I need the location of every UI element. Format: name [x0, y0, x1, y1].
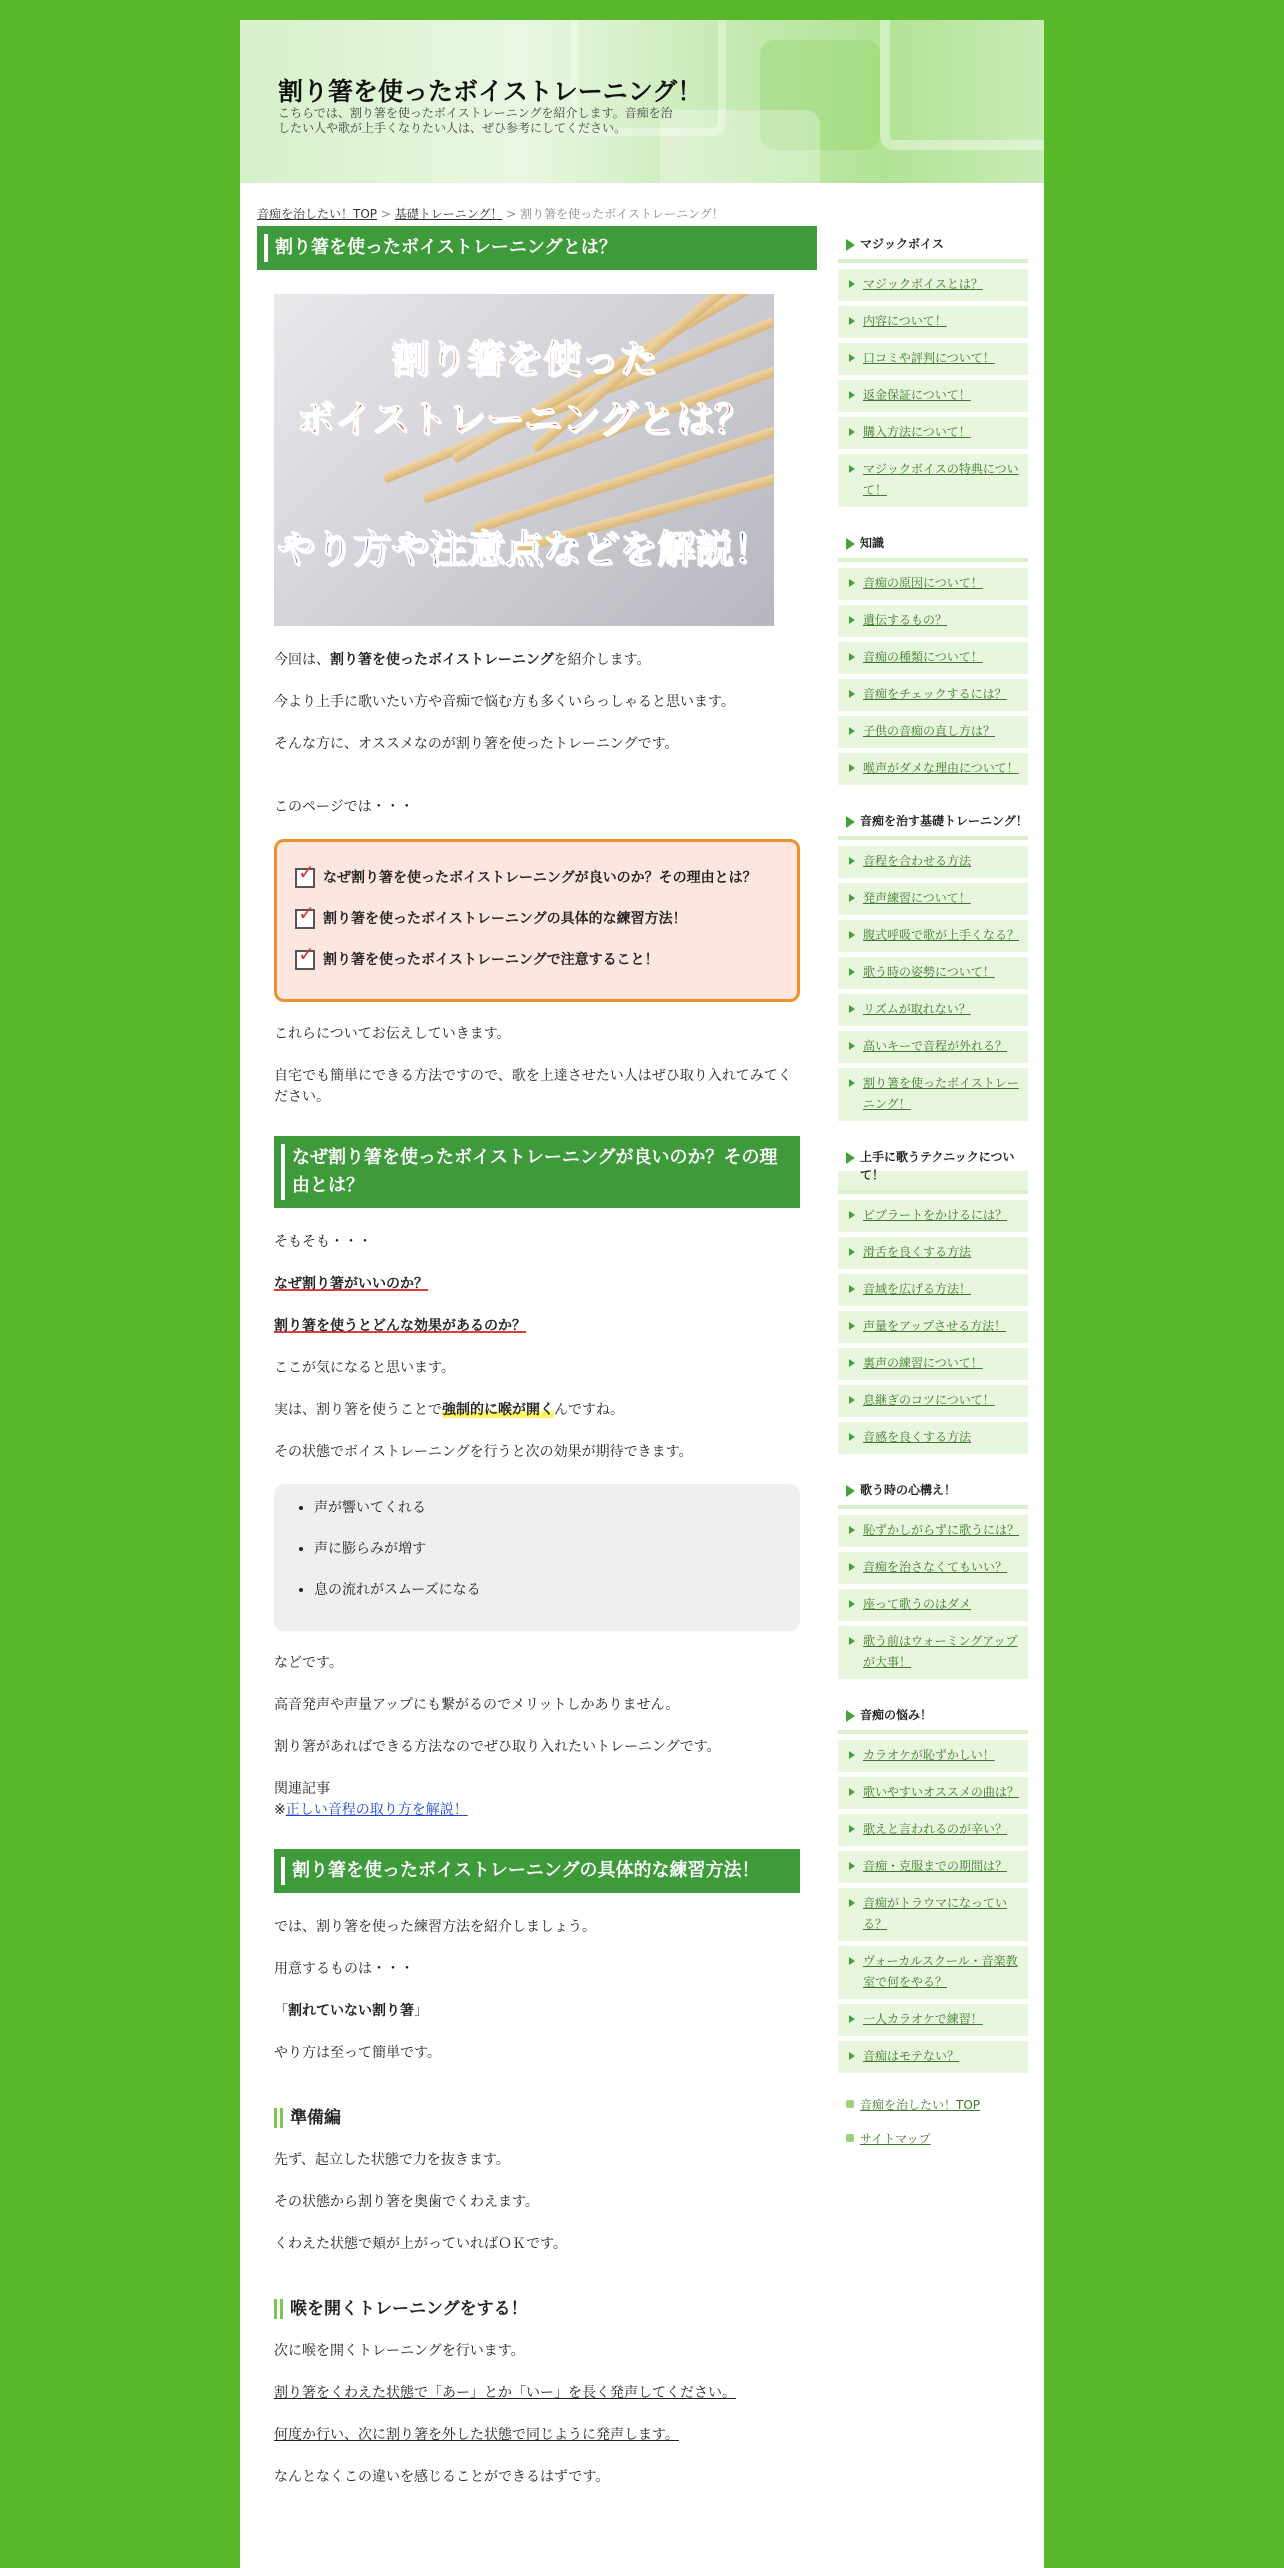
sidebar-item[interactable]: 座って歌うのはダメ [838, 1589, 1028, 1621]
sidebar-item[interactable]: 音痴はモテない？ [838, 2041, 1028, 2073]
site-header [240, 20, 1044, 183]
sidebar-item[interactable]: 音痴・克服までの期間は？ [838, 1851, 1028, 1883]
sidebar-divider [838, 1730, 1028, 1734]
sidebar-divider [838, 1505, 1028, 1509]
header-decoration [660, 110, 820, 183]
intro-bold-text: 割り箸を使ったボイストレーニング [330, 652, 554, 668]
page-container [240, 20, 1044, 2568]
paragraph [274, 2383, 800, 2404]
sidebar-item[interactable]: 音痴の原因について！ [838, 568, 1028, 600]
intro-paragraph [274, 650, 800, 671]
sidebar-item[interactable]: 声量をアップさせる方法！ [838, 1311, 1028, 1343]
sidebar-item[interactable]: 一人カラオケで練習！ [838, 2004, 1028, 2036]
sidebar-group [838, 1476, 1028, 1679]
sidebar-item[interactable]: 遺伝するもの？ [838, 605, 1028, 637]
sidebar-item[interactable]: 腹式呼吸で歌が上手くなる？ [838, 920, 1028, 952]
article-heading: 割り箸を使ったボイストレーニングとは？ [257, 226, 817, 270]
checklist-item-text: 割り箸を使ったボイストレーニングの具体的な練習方法！ [323, 911, 687, 927]
sidebar-group-title: 音痴の悩み！ [838, 1701, 1028, 1730]
underlined-text: 何度か行い、次に割り箸を外した状態で同じように発声します。 [274, 2427, 679, 2443]
sidebar-item[interactable]: 音感を良くする方法 [838, 1422, 1028, 1454]
sidebar-item[interactable]: 音痴をチェックするには？ [838, 679, 1028, 711]
breadcrumb-category-link[interactable]: 基礎トレーニング！ [394, 207, 503, 221]
sidebar-item[interactable]: 歌いやすいオススメの曲は？ [838, 1777, 1028, 1809]
sidebar-item[interactable]: マジックボイスとは？ [838, 269, 1028, 301]
sidebar-item[interactable]: ビブラートをかけるには？ [838, 1200, 1028, 1232]
paragraph: 割り箸があればできる方法なのでぜひ取り入れたいトレーニングです。 [274, 1739, 721, 1755]
sidebar-item[interactable]: 喉声がダメな理由について！ [838, 753, 1028, 785]
question-text [274, 1274, 800, 1295]
sidebar-link-top[interactable]: 音痴を治したい！TOP [838, 2095, 1028, 2115]
sidebar-item[interactable]: 息継ぎのコツについて！ [838, 1385, 1028, 1417]
related-label: 関連記事 [274, 1781, 330, 1797]
header-decoration [880, 20, 1044, 150]
checklist-item [295, 950, 779, 970]
paragraph: などです。 [274, 1655, 343, 1671]
list-item: • 声が響いてくれる [314, 1498, 784, 1518]
sidebar-item[interactable]: 歌う時の姿勢について！ [838, 957, 1028, 989]
effects-list [314, 1498, 784, 1600]
paragraph: 用意するものは・・・ [274, 1961, 414, 1977]
underlined-question: なぜ割り箸がいいのか？ [274, 1276, 428, 1292]
intro-text: を紹介します。 [553, 652, 651, 668]
checklist-item [295, 909, 779, 929]
sidebar-item[interactable]: ヴォーカルスクール・音楽教室で何をやる？ [838, 1946, 1028, 1999]
sidebar-divider [838, 558, 1028, 562]
sidebar-item[interactable]: 音域を広げる方法！ [838, 1274, 1028, 1306]
paragraph-text: 」 [414, 2003, 428, 2019]
paragraph [274, 2001, 800, 2022]
related-article-link[interactable]: 正しい音程の取り方を解説！ [285, 1802, 468, 1818]
paragraph: ここが気になると思います。 [274, 1360, 455, 1376]
paragraph: では、割り箸を使った練習方法を紹介しましょう。 [274, 1919, 596, 1935]
paragraph: 今より上手に歌いたい方や音痴で悩む方も多くいらっしゃると思います。 [274, 694, 735, 710]
subheading-training: 喉を開くトレーニングをする！ [274, 2297, 800, 2321]
breadcrumb-home-link[interactable]: 音痴を治したい！TOP [257, 207, 378, 221]
list-item: • 声に膨らみが増す [314, 1539, 784, 1559]
paragraph: なんとなくこの違いを感じることができるはずです。 [274, 2469, 610, 2485]
sidebar-group [838, 1701, 1028, 2073]
section-heading-reason: なぜ割り箸を使ったボイストレーニングが良いのか？その理由とは？ [274, 1136, 800, 1208]
paragraph: 次に喉を開くトレーニングを行います。 [274, 2343, 525, 2359]
paragraph: そもそも・・・ [274, 1234, 372, 1250]
checkmark-icon [295, 909, 315, 929]
sidebar-divider [838, 836, 1028, 840]
sidebar-group-title: 知識 [838, 529, 1028, 558]
sidebar-item[interactable]: 口コミや評判について！ [838, 343, 1028, 375]
paragraph: 高音発声や声量アップにも繋がるのでメリットしかありません。 [274, 1697, 680, 1713]
breadcrumb [257, 205, 724, 222]
subheading-preparation: 準備編 [274, 2106, 800, 2130]
site-title[interactable]: 割り箸を使ったボイストレーニング！ [278, 77, 703, 106]
sidebar-item[interactable]: 滑舌を良くする方法 [838, 1237, 1028, 1269]
checkmark-icon [295, 950, 315, 970]
checklist-box [274, 839, 800, 1002]
hero-text-line1: 割り箸を使った [390, 337, 657, 381]
sidebar-item[interactable]: 歌えと言われるのが辛い？ [838, 1814, 1028, 1846]
breadcrumb-separator: > [377, 207, 395, 221]
paragraph [274, 1400, 800, 1421]
checklist-item-text: なぜ割り箸を使ったボイストレーニングが良いのか？その理由とは？ [323, 870, 757, 886]
sidebar-item[interactable]: 音痴を治さなくてもいい？ [838, 1552, 1028, 1584]
sidebar-group-title: 音痴を治す基礎トレーニング！ [838, 807, 1028, 836]
paragraph: くわえた状態で頬が上がっていればＯＫです。 [274, 2236, 567, 2252]
sidebar-item[interactable]: 返金保証について！ [838, 380, 1028, 412]
effects-box [274, 1484, 800, 1631]
intro-text: 今回は、 [274, 652, 330, 668]
sidebar-item[interactable]: マジックボイスの特典について！ [838, 454, 1028, 507]
sidebar-item[interactable]: 音程を合わせる方法 [838, 846, 1028, 878]
sidebar-group-title: 歌う時の心構え！ [838, 1476, 1028, 1505]
underlined-question: 割り箸を使うとどんな効果があるのか？ [274, 1318, 526, 1334]
sidebar-item[interactable]: 内容について！ [838, 306, 1028, 338]
sidebar-group [838, 807, 1028, 1121]
paragraph: そんな方に、オススメなのが割り箸を使ったトレーニングです。 [274, 736, 679, 752]
paragraph: 自宅でも簡単にできる方法ですので、歌を上達させたい人はぜひ取り入れてみてください。 [274, 1068, 792, 1105]
bold-text: 割れていない割り箸 [288, 2003, 414, 2019]
sidebar-item[interactable]: 発声練習について！ [838, 883, 1028, 915]
sidebar-item[interactable]: 購入方法について！ [838, 417, 1028, 449]
sidebar-item[interactable]: リズムが取れない？ [838, 994, 1028, 1026]
site-description: こちらでは、割り箸を使ったボイストレーニングを紹介します。音痴を治したい人や歌が上手くなりたい人は、ぜひ参考にしてください。 [278, 106, 673, 135]
sidebar-divider [838, 1190, 1028, 1194]
sidebar-group [838, 1143, 1028, 1454]
related-prefix: ※ [274, 1802, 286, 1818]
paragraph-text: 「 [274, 2003, 288, 2019]
sidebar-item[interactable]: 音痴の種類について！ [838, 642, 1028, 674]
question-text [274, 1316, 800, 1337]
sidebar-group-title: 上手に歌うテクニックについて！ [838, 1143, 1028, 1190]
sidebar-group [838, 529, 1028, 785]
section-heading-method: 割り箸を使ったボイストレーニングの具体的な練習方法！ [274, 1849, 800, 1893]
hero-text-line2: ボイストレーニングとは？ [296, 397, 752, 441]
sidebar-item[interactable]: カラオケが恥ずかしい！ [838, 1740, 1028, 1772]
sidebar-link-sitemap[interactable]: サイトマップ [838, 2129, 1028, 2149]
sidebar [838, 230, 1028, 2163]
paragraph-text: んですね。 [554, 1402, 624, 1418]
sidebar-divider [838, 259, 1028, 263]
sidebar-item[interactable]: 音痴がトラウマになっている？ [838, 1888, 1028, 1941]
sidebar-group [838, 230, 1028, 507]
highlighted-text: 強制的に喉が開く [442, 1402, 554, 1418]
sidebar-groups [838, 230, 1028, 2073]
related-article [274, 1800, 800, 1821]
sidebar-item[interactable]: 恥ずかしがらずに歌うには？ [838, 1515, 1028, 1547]
hero-text-line3: やり方や注意点などを解説！ [276, 527, 771, 571]
paragraph: 先ず、起立した状態で力を抜きます。 [274, 2152, 510, 2168]
sidebar-item[interactable]: 歌う前はウォーミングアップが大事！ [838, 1626, 1028, 1679]
checkmark-icon [295, 868, 315, 888]
paragraph: その状態から割り箸を奥歯でくわえます。 [274, 2194, 539, 2210]
paragraph-text: 実は、割り箸を使うことで [274, 1402, 442, 1418]
paragraph [274, 2425, 800, 2446]
hero-image [274, 294, 774, 626]
breadcrumb-separator: > [502, 207, 521, 221]
sidebar-item[interactable]: 高いキーで音程が外れる？ [838, 1031, 1028, 1063]
paragraph: これらについてお伝えしていきます。 [274, 1026, 511, 1042]
main-content [257, 226, 817, 2509]
list-item: • 息の流れがスムーズになる [314, 1580, 784, 1600]
underlined-text: 割り箸をくわえた状態で「あー」とか「いー」を長く発声してください。 [274, 2385, 736, 2401]
checklist-item-text: 割り箸を使ったボイストレーニングで注意すること！ [323, 952, 659, 968]
paragraph: このページでは・・・ [274, 799, 414, 815]
checklist-item [295, 868, 779, 888]
sidebar-group-title: マジックボイス [838, 230, 1028, 259]
breadcrumb-current: 割り箸を使ったボイストレーニング！ [520, 207, 724, 221]
paragraph: やり方は至って簡単です。 [274, 2045, 441, 2061]
sidebar-item[interactable]: 裏声の練習について！ [838, 1348, 1028, 1380]
sidebar-item[interactable]: 割り箸を使ったボイストレーニング！ [838, 1068, 1028, 1121]
sidebar-item[interactable]: 子供の音痴の直し方は？ [838, 716, 1028, 748]
paragraph: その状態でボイストレーニングを行うと次の効果が期待できます。 [274, 1444, 693, 1460]
